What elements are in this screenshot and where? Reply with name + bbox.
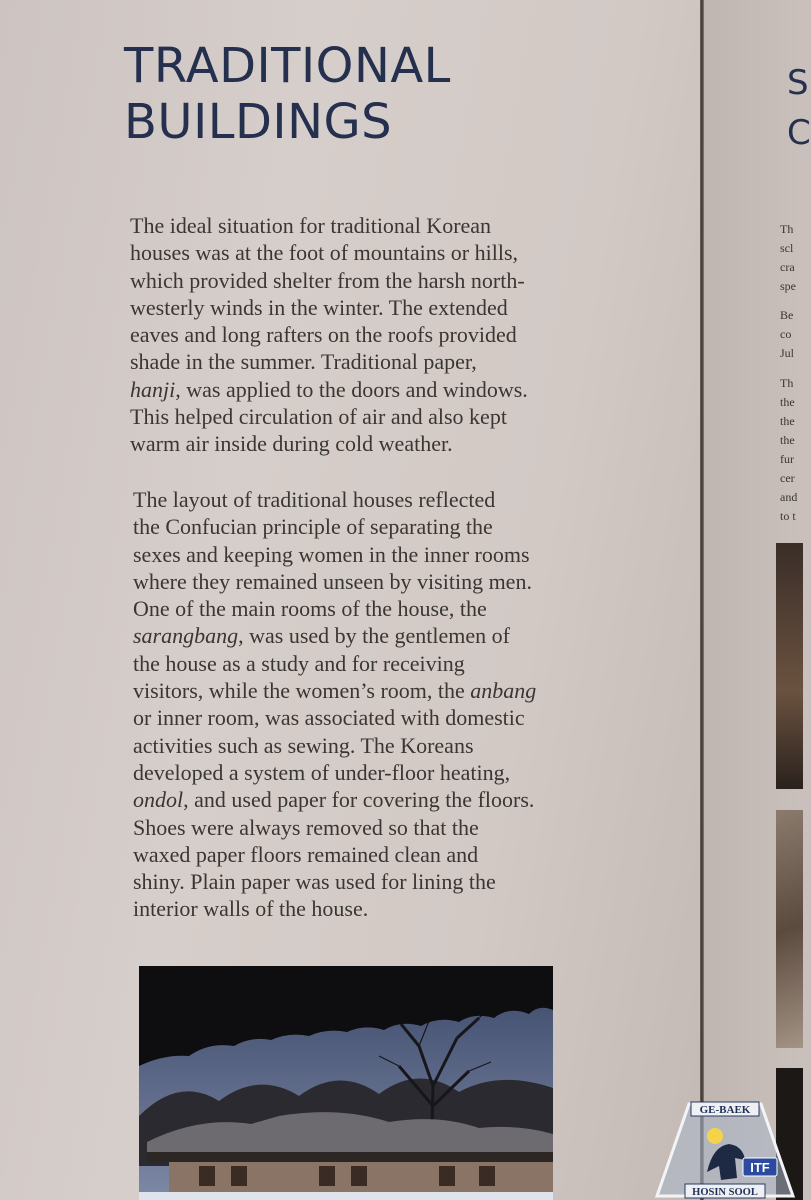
text-line: developed a system of under-floor heating,: [133, 759, 511, 785]
adjacent-text-block: [780, 306, 794, 363]
text-fragment: , was applied to the doors and windows.: [175, 376, 528, 402]
text-line: which provided shelter from the harsh north-: [130, 267, 525, 293]
text-fragment: and: [780, 490, 798, 504]
text-line: [133, 622, 536, 649]
text-fragment: scl: [780, 241, 794, 255]
watermark-logo: [655, 1100, 795, 1200]
text-fragment: cer: [780, 471, 795, 485]
text-line: westerly winds in the winter. The extended: [130, 294, 508, 320]
snow-ground: [139, 1192, 553, 1200]
text-line: sexes and keeping women in the inner rooms: [133, 541, 530, 567]
text-fragment: cra: [780, 260, 795, 274]
text-line: houses was at the foot of mountains or hills,: [130, 240, 519, 266]
text-line: This helped circulation of air and also kept: [130, 404, 507, 430]
text-line: interior walls of the house.: [133, 896, 369, 922]
hanok-photo-drawing: [139, 966, 553, 1200]
adjacent-title-fragment: C: [787, 113, 811, 153]
text-fragment: fur: [780, 452, 794, 466]
italic-term: anbang: [470, 678, 537, 704]
text-fragment: spe: [780, 279, 796, 293]
text-line: One of the main rooms of the house, the: [133, 596, 487, 622]
text-line: Shoes were always removed so that the: [133, 814, 479, 840]
logo-badge-text: ITF: [750, 1160, 770, 1175]
text-fragment: the: [780, 414, 795, 428]
text-line: The ideal situation for traditional Korean: [130, 213, 492, 238]
adjacent-title-fragment: S: [787, 63, 809, 103]
italic-term: sarangbang: [133, 623, 239, 649]
text-line: [133, 786, 536, 813]
adjacent-photo: [776, 810, 803, 1048]
text-fragment: the: [780, 433, 795, 447]
text-line: eaves and long rafters on the roofs provided: [130, 322, 517, 348]
text-fragment: co: [780, 327, 792, 341]
panel-title: [124, 38, 451, 150]
logo-drawing: [655, 1100, 795, 1200]
text-line: waxed paper floors remained clean and: [133, 841, 479, 867]
text-fragment: the: [780, 395, 795, 409]
title-line: BUILDINGS: [124, 94, 393, 150]
text-line: warm air inside during cold weather.: [130, 431, 453, 457]
text-fragment: to t: [780, 509, 796, 523]
title-line: TRADITIONAL: [124, 38, 451, 94]
adjacent-title: [787, 58, 811, 158]
logo-top-text: GE-BAEK: [699, 1104, 751, 1116]
sun-icon: [707, 1128, 723, 1144]
adjacent-photo: [776, 543, 803, 789]
text-line: the Confucian principle of separating the: [133, 514, 493, 540]
text-line: where they remained unseen by visiting men.: [133, 568, 532, 594]
text-fragment: , was used by the gentlemen of: [238, 623, 510, 649]
text-fragment: , and used paper for covering the floors.: [183, 787, 535, 813]
adjacent-text-block: [780, 220, 796, 296]
text-line: shiny. Plain paper was used for lining the: [133, 869, 496, 895]
paragraph-two: [133, 486, 536, 923]
text-fragment: visitors, while the women’s room, the: [133, 678, 471, 704]
text-fragment: Be: [780, 308, 794, 322]
italic-term: ondol: [133, 787, 184, 813]
text-line: shade in the summer. Traditional paper,: [130, 349, 477, 375]
text-line: the house as a study and for receiving: [133, 650, 465, 676]
text-line: [133, 677, 536, 704]
paragraph-one: [130, 212, 528, 458]
text-fragment: Th: [780, 222, 794, 236]
text-line: activities such as sewing. The Koreans: [133, 732, 474, 758]
logo-bottom-text: HOSIN SOOL: [692, 1187, 758, 1198]
hanok-photograph: [139, 966, 553, 1200]
text-fragment: Th: [780, 376, 794, 390]
eave-shadow: [147, 1152, 553, 1162]
text-line: or inner room, was associated with domestic: [133, 705, 525, 731]
text-fragment: Jul: [780, 346, 795, 360]
adjacent-text-block: [780, 374, 797, 526]
text-line: The layout of traditional houses reflected: [133, 487, 496, 512]
text-line: [130, 376, 528, 403]
italic-term: hanji: [130, 376, 176, 402]
